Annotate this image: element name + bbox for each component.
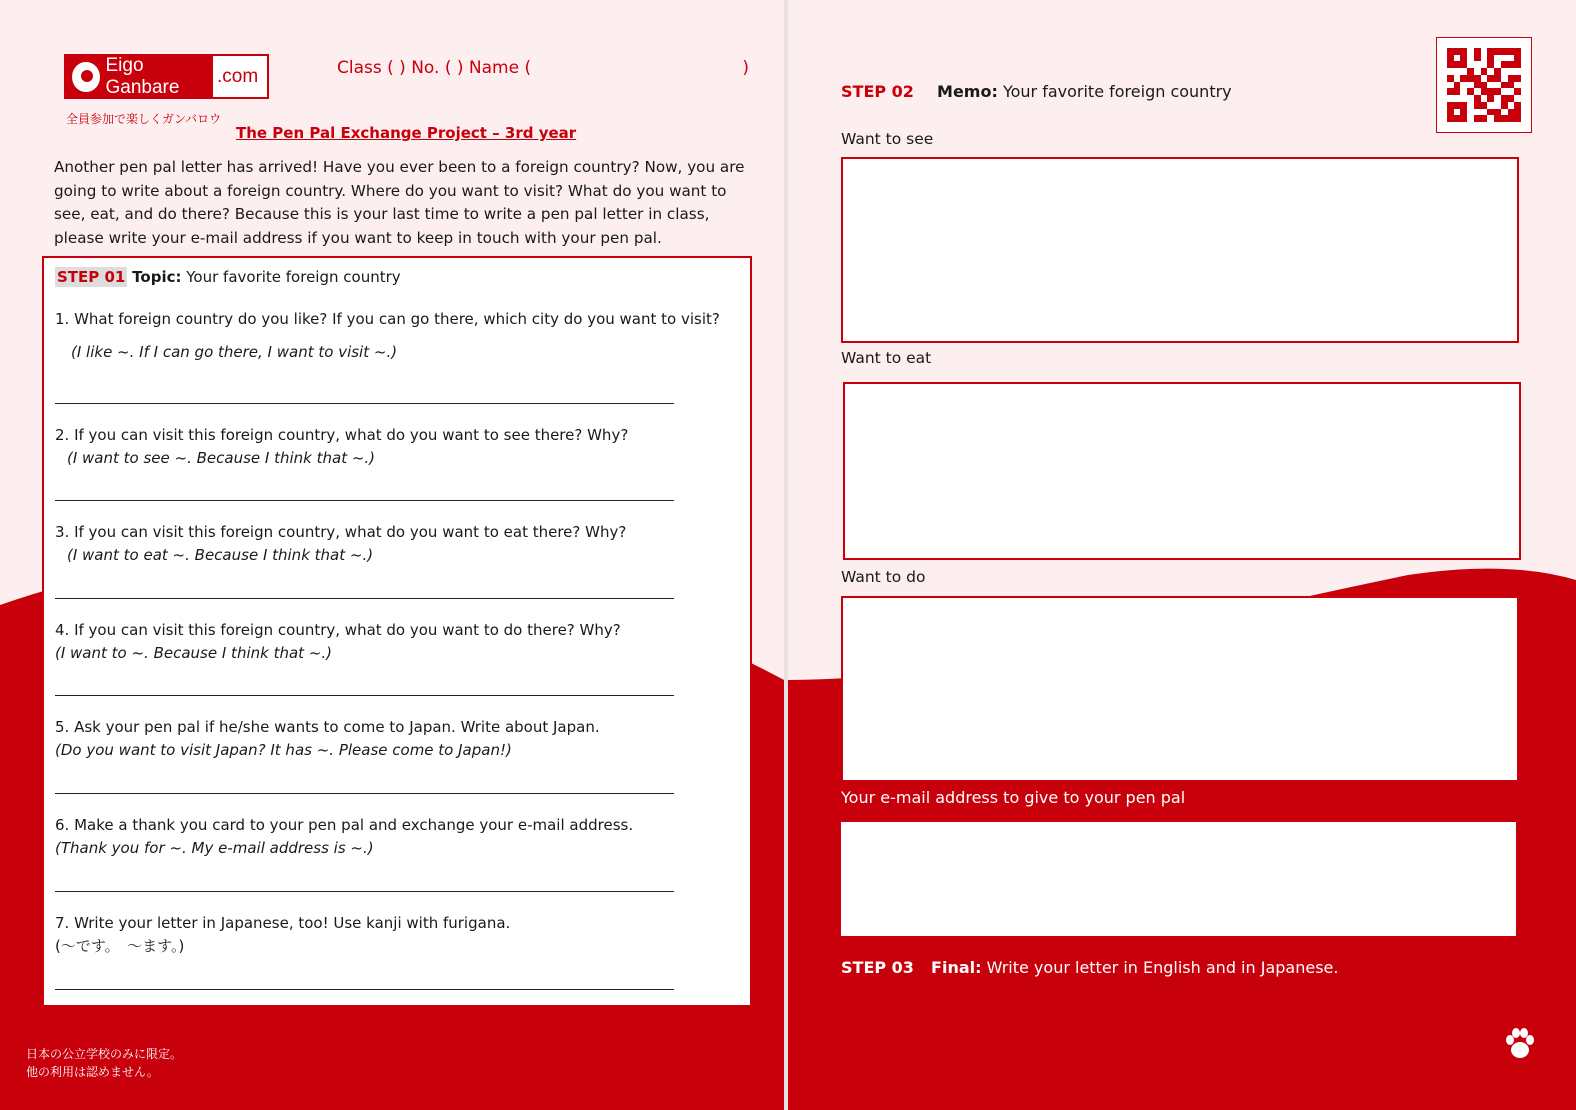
step2-tag: STEP 02: [841, 82, 914, 101]
question-5-hint: (Do you want to visit Japan? It has ~. Please come to Japan!): [55, 741, 512, 759]
usage-footnote: 日本の公立学校のみに限定。 他の利用は認めません。: [26, 1047, 183, 1079]
question-2-hint: (I want to see ~. Because I think that ~.): [67, 449, 376, 467]
question-6-hint: (Thank you for ~. My e-mail address is ~.): [55, 839, 374, 857]
question-2: 2. If you can visit this foreign country, what do you want to see there? Why? (I want to see ~. Because I think that ~.): [55, 424, 628, 470]
answer-line-4[interactable]: [55, 695, 674, 696]
step3-text: Write your letter in English and in Japanese.: [981, 958, 1339, 977]
step1-heading: [55, 268, 401, 286]
class-no-name-fields: Class ( ) No. ( ) Name (: [337, 58, 532, 78]
name-field-close: ): [742, 58, 749, 78]
question-1-hint: (I like ~. If I can go there, I want to visit ~.): [71, 343, 398, 361]
question-3: 3. If you can visit this foreign country, what do you want to eat there? Why? (I want to eat ~. Because I think that ~.): [55, 521, 626, 567]
intro-paragraph: Another pen pal letter has arrived! Have you ever been to a foreign country? Now, you are going to write about a foreign country. Where do you want to visit? What do you want to see, eat, and do there? Because this is your last time to write a pen pal letter in class, please write your e-mail address if you want to keep in touch with your pen pal.: [54, 158, 745, 247]
student-info-line: [337, 58, 749, 78]
answer-line-1[interactable]: [55, 403, 674, 404]
qr-code-icon: [1436, 37, 1532, 133]
email-address-label: Your e-mail address to give to your pen pal: [841, 788, 1186, 807]
eigo-ganbare-logo: [64, 54, 269, 99]
question-7-hint: (～です。 ～ます。): [55, 937, 185, 955]
want-to-do-label: Want to do: [841, 568, 926, 586]
answer-line-5[interactable]: [55, 793, 674, 794]
email-address-box[interactable]: [841, 822, 1516, 936]
question-4-hint: (I want to ~. Because I think that ~.): [55, 644, 332, 662]
question-1: 1. What foreign country do you like? If you can go there, which city do you want to visit? (I like ~. If I can go there, I want to visit ~.): [55, 308, 720, 364]
logo-suffix-text: .com: [217, 65, 259, 87]
step3-label: Final:: [931, 958, 982, 977]
answer-line-3[interactable]: [55, 598, 674, 599]
question-3-hint: (I want to eat ~. Because I think that ~.): [67, 546, 374, 564]
step2-heading: [841, 82, 1232, 101]
mascot-icon: [72, 62, 100, 92]
step1-tag: STEP 01: [57, 268, 126, 286]
step1-box: [42, 256, 752, 1007]
step1-text: Your favorite foreign country: [181, 268, 401, 286]
worksheet-title: The Pen Pal Exchange Project – 3rd year: [236, 124, 577, 142]
step2-text: Your favorite foreign country: [997, 82, 1232, 101]
answer-line-6[interactable]: [55, 891, 674, 892]
answer-line-7[interactable]: [55, 989, 674, 990]
question-5: 5. Ask your pen pal if he/she wants to come to Japan. Write about Japan. (Do you want to visit Japan? It has ~. Please come to Japan!): [55, 716, 600, 762]
want-to-eat-label: Want to eat: [841, 349, 932, 367]
logo-main-text: Eigo Ganbare: [105, 54, 180, 98]
want-to-eat-box[interactable]: [843, 382, 1521, 560]
worksheet-page-left: [0, 0, 784, 1110]
want-to-do-box[interactable]: [841, 596, 1517, 780]
worksheet-page-right: [788, 0, 1576, 1110]
step1-label: Topic:: [132, 268, 182, 286]
question-4: 4. If you can visit this foreign country, what do you want to do there? Why? (I want to ~. Because I think that ~.): [55, 619, 621, 665]
question-7: 7. Write your letter in Japanese, too! Use kanji with furigana. (～です。 ～ます。): [55, 912, 510, 958]
step2-label: Memo:: [937, 82, 998, 101]
step3-tag: STEP 03: [841, 958, 914, 977]
paw-icon: [1502, 1026, 1538, 1062]
want-to-see-box[interactable]: [841, 157, 1519, 343]
answer-line-2[interactable]: [55, 500, 674, 501]
question-6: 6. Make a thank you card to your pen pal and exchange your e-mail address. (Thank you for ~. My e-mail address is ~.): [55, 814, 633, 860]
step3-heading: [841, 958, 1338, 977]
tagline: 全員参加で楽しくガンバロウ: [66, 112, 222, 126]
want-to-see-label: Want to see: [841, 130, 934, 148]
